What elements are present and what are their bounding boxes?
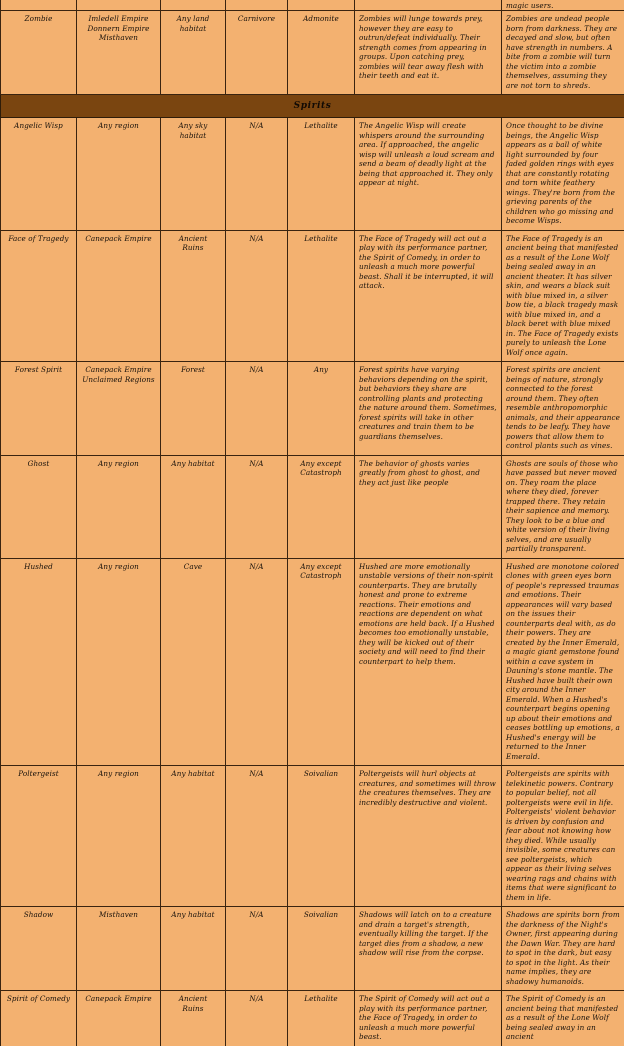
section-title: Spirits [1,95,624,117]
cell-diet: N/A [226,362,288,456]
cell-diet: N/A [226,991,288,1046]
table-row [1,766,624,907]
cell-description: Ghosts are souls of those who have passed but never moved on. They roam the place where they died, forever trapped there. They retain their sapience and memory. They look to be a blue and white version of their living selves, and are usually partially transparent. [502,455,624,558]
cell-diet: N/A [226,118,288,231]
cell-weakness: Any except Catastroph [288,455,355,558]
bestiary-body [1,0,624,1046]
cell-weakness: Any [288,362,355,456]
cell-behavior-partial [355,0,502,11]
cell-description: Forest spirits are ancient beings of nature, strongly connected to the forest around them. They often resemble anthropomorphic animals, and their appearance tends to be leafy. They have powers that allow them to control plants such as vines. [502,362,624,456]
cell-name: Spirit of Comedy [1,991,77,1046]
cell-weakness: Soivalian [288,907,355,991]
cell-habitat: Any habitat [161,766,226,907]
cell-diet: N/A [226,558,288,766]
cell-habitat: Ancient Ruins [161,991,226,1046]
cell-behavior: Shadows will latch on to a creature and drain a target's strength, eventually killing the target. If the target dies from a shadow, a new shadow will rise from the corpse. [355,907,502,991]
cell-weakness: Lethalite [288,230,355,362]
cell-description: Once thought to be divine beings, the Angelic Wisp appears as a ball of white light surrounded by four faded golden rings with eyes that are constantly rotating and torn white feathery wings. They're born from the grieving parents of the children who go missing and become Wisps. [502,118,624,231]
table-row [1,230,624,362]
cell-region: Imledell Empire Donnern Empire Misthaven [77,11,161,95]
cell-name: Zombie [1,11,77,95]
cell-habitat: Any habitat [161,455,226,558]
cell-diet: Carnivore [226,11,288,95]
cell-name: Poltergeist [1,766,77,907]
cell-description: Hushed are monotone colored clones with green eyes born of people's repressed traumas and emotions. Their appearances will vary based on the issues their counterparts deal with, as do their powers. They are created by the Inner Emerald, a magic giant gemstone found within a cave system in Dauning's stone mantle. The Hushed have built their own city around the Inner Emerald. When a Hushed's counterpart begins opening up about their emotions and ceases bottling up emotions, a Hushed's energy will be returned to the Inner Emerald. [502,558,624,766]
cell-description: Shadows are spirits born from the darkness of the Night's Owner, first appearing during the Dawn War. They are hard to spot in the dark, but easy to spot in the light. As their name implies, they are shadowy humanoids. [502,907,624,991]
cell-region: Any region [77,558,161,766]
cell-diet: N/A [226,455,288,558]
cell-weakness: Soivalian [288,766,355,907]
cell-behavior: The Face of Tragedy will act out a play with its performance partner, the Spirit of Comedy, in order to unleash a much more powerful beast. Shall it be interrupted, it will attack. [355,230,502,362]
cell-behavior: Forest spirits have varying behaviors depending on the spirit, but behaviors they share are controlling plants and protecting the nature around them. Sometimes, forest spirits will take in other creatures and train them to be guardians themselves. [355,362,502,456]
cell-habitat: Cave [161,558,226,766]
cell-habitat: Any habitat [161,907,226,991]
cell-region: Canepack Empire [77,230,161,362]
table-row [1,11,624,95]
cell-habitat: Ancient Ruins [161,230,226,362]
cell-description: The Spirit of Comedy is an ancient being that manifested as a result of the Lone Wolf being sealed away in an ancient [502,991,624,1046]
cell-name: Angelic Wisp [1,118,77,231]
table-row [1,907,624,991]
cell-weakness: Lethalite [288,118,355,231]
cell-description-partial: magic users. [502,0,624,11]
cell-habitat: Any sky habitat [161,118,226,231]
cell-behavior: Hushed are more emotionally unstable versions of their non-spirit counterparts. They are brutally honest and prone to extreme reactions. Their emotions and reactions are dependent on what emotions are held back. If a Hushed becomes too emotionally unstable, they will be kicked out of their society and will need to find their counterpart to help them. [355,558,502,766]
cell-weakness: Admonite [288,11,355,95]
cell-diet-partial [226,0,288,11]
cell-diet: N/A [226,766,288,907]
cell-weakness-partial [288,0,355,11]
cell-region: Misthaven [77,907,161,991]
cell-region: Any region [77,118,161,231]
cell-habitat: Any land habitat [161,11,226,95]
cell-region: Canepack Empire Unclaimed Regions [77,362,161,456]
cell-weakness: Any except Catastroph [288,558,355,766]
cell-name: Ghost [1,455,77,558]
cell-name: Forest Spirit [1,362,77,456]
cell-description: The Face of Tragedy is an ancient being that manifested as a result of the Lone Wolf being sealed away in an ancient theater. It has silver skin, and wears a black suit with blue mixed in, a silver bow tie, a black tragedy mask with blue mixed in, and a black beret with blue mixed in. The Face of Tragedy exists purely to unleash the Lone Wolf once again. [502,230,624,362]
cell-behavior: The behavior of ghosts varies greatly from ghost to ghost, and they act just like people [355,455,502,558]
table-row [1,991,624,1046]
cell-region: Any region [77,766,161,907]
section-header-cell [1,95,624,118]
table-row [1,362,624,456]
cell-name-partial [1,0,77,11]
cell-name: Hushed [1,558,77,766]
cell-habitat-partial [161,0,226,11]
table-row [1,455,624,558]
cell-weakness: Lethalite [288,991,355,1046]
cell-region: Any region [77,455,161,558]
cell-name: Shadow [1,907,77,991]
cell-description: Poltergeists are spirits with telekinetic powers. Contrary to popular belief, not all poltergeists were evil in life. Poltergeists' violent behavior is driven by confusion and fear about not knowing how they died. While usually invisible, some creatures can see poltergeists, which appear as their living selves wearing rags and chains with items that were significant to them in life. [502,766,624,907]
table-row [1,558,624,766]
cell-behavior: The Spirit of Comedy will act out a play with its performance partner, the Face of Tragedy, in order to unleash a much more powerful beast. [355,991,502,1046]
cell-description: Zombies are undead people born from darkness. They are decayed and slow, but often have strength in numbers. A bite from a zombie will turn the victim into a zombie themselves, assuming they are not torn to shreds. [502,11,624,95]
cell-name: Face of Tragedy [1,230,77,362]
cell-behavior: Zombies will lunge towards prey, however they are easy to outrun/defeat individually. Their strength comes from appearing in groups. Upon catching prey, zombies will tear away flesh with their teeth and eat it. [355,11,502,95]
section-header-row [1,95,624,118]
table-row-partial-top [1,0,624,11]
cell-habitat: Forest [161,362,226,456]
cell-behavior: The Angelic Wisp will create whispers around the surrounding area. If approached, the angelic wisp will unleash a loud scream and send a beam of deadly light at the being that approached it. They only appear at night. [355,118,502,231]
cell-region-partial [77,0,161,11]
cell-diet: N/A [226,907,288,991]
cell-behavior: Poltergeists will hurl objects at creatures, and sometimes will throw the creatures themselves. They are incredibly destructive and violent. [355,766,502,907]
table-row [1,118,624,231]
cell-region: Canepack Empire [77,991,161,1046]
cell-diet: N/A [226,230,288,362]
